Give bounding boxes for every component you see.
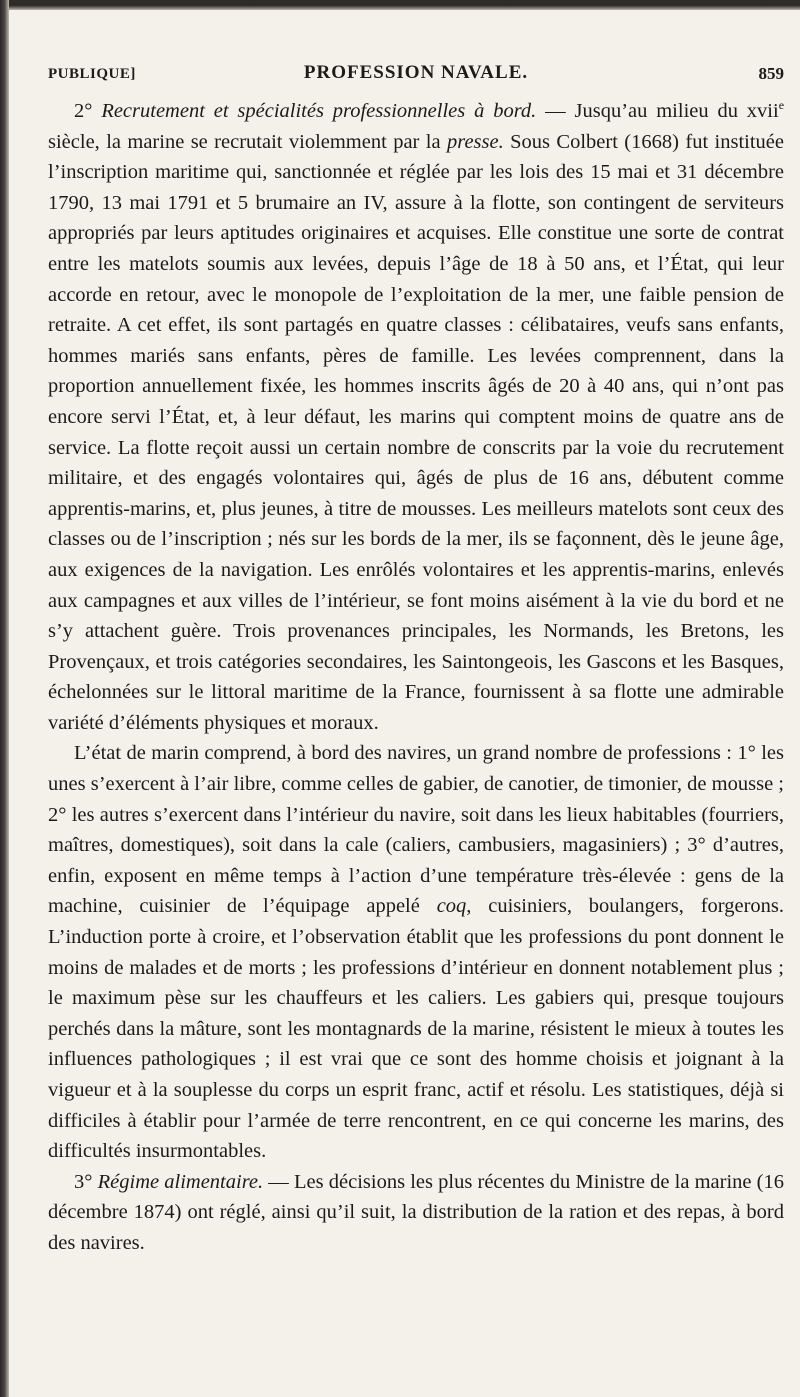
section-heading: Régime alimentaire. xyxy=(97,1170,264,1193)
superscript: e xyxy=(778,98,785,113)
paragraph-section-2 xyxy=(48,96,784,738)
running-head xyxy=(48,62,784,90)
paragraph-section-3 xyxy=(48,1167,784,1259)
paragraph-text: siècle, la marine se recrutait violemment par la xyxy=(48,130,447,153)
page-number: 859 xyxy=(758,64,784,83)
italic-term: coq xyxy=(436,895,467,918)
paragraph-text: L’état de marin comprend, à bord des navires, un grand nombre de professions : 1° les unes s’exercent à l’air libre, comme celles de gabier, de canotier, de timonier, de mousse ; 2° les autres s’exercent dans l’intérieur du navire, soit dans les lieux habitables (fourriers, maîtres, domestiques), soit dans la cale (caliers, cambusiers, magasiniers) ; 3° d’autres, enfin, exposent en même temps à l’action d’une température très-élevée : gens de la machine, cuisinier de l’équipage appelé xyxy=(48,742,784,918)
section-heading: Recrutement et spécialités professionnelles à bord. xyxy=(101,100,537,122)
paragraph-text: , cuisiniers, boulangers, forgerons. L’induction porte à croire, et l’observation établit que les professions du pont donnent le moins de malades et de morts ; les professions d’intérieur en donnent notablement plus ; le maximum pèse sur les chauffeurs et les caliers. Les gabiers qui, presque toujours perchés dans la mâture, sont les montagnards de la marine, résistent le mieux à toutes les influences pathologiques ; il est vrai que ce sont des homme choisis et joignant à la vigueur et à la souplesse du corps un esprit franc, actif et résolu. Les statistiques, déjà si difficiles à établir pour l’armée de terre rencontrent, en ce qui concerne les marins, des difficultés insurmontables. xyxy=(48,895,784,1163)
paragraph-text: Les décisions les plus récentes du Ministre de la marine (16 décembre 1874) ont réglé, ainsi qu’il suit, la distribution de la ration et des repas, à bord des navires. xyxy=(48,1170,784,1254)
italic-term: presse. xyxy=(446,130,504,153)
body-text xyxy=(48,96,784,1259)
running-head-left: PUBLIQUE] xyxy=(48,66,136,82)
section-number: 2° xyxy=(74,100,93,122)
top-rule xyxy=(9,0,800,10)
paragraph-text: Jusqu’au milieu du xvii xyxy=(574,100,779,122)
section-number: 3° xyxy=(74,1170,93,1193)
heading-separator: — xyxy=(263,1170,294,1193)
heading-separator: — xyxy=(536,100,575,122)
paragraph-text: Sous Colbert (1668) fut instituée l’inscription maritime qui, sanctionnée et réglée par les lois des 15 mai et 31 décembre 1790, 13 mai 1791 et 5 brumaire an IV, assure à la flotte, son contingent de serviteurs appropriés par leurs aptitudes originaires et acquises. Elle constitue une sorte de contrat entre les matelots soumis aux levées, depuis l’âge de 18 à 50 ans, et l’État, qui leur accorde en retour, avec le monopole de l’exploitation de la mer, une faible pension de retraite. A cet effet, ils sont partagés en quatre classes : célibataires, veufs sans enfants, hommes mariés sans enfants, pères de famille. Les levées comprennent, dans la proportion annuellement fixée, les hommes inscrits âgés de 20 à 40 ans, qui n’ont pas encore servi l’État, et, à leur défaut, les marins qui comptent moins de quatre ans de service. La flotte reçoit aussi un certain nombre de conscrits par la voie du recrutement militaire, et des engagés volontaires qui, âgés de plus de 16 ans, débutent comme apprentis-marins, et, plus jeunes, à titre de mousses. Les meilleurs matelots sont ceux des classes ou de l’inscription ; nés sur les bords de la mer, ils se façonnent, dès le jeune âge, aux exigences de la navigation. Les enrôlés volontaires et les apprentis-marins, enlevés aux campagnes et aux villes de l’intérieur, se font moins aisément à la vie du bord et ne s’y attachent guère. Trois provenances principales, les Normands, les Bretons, les Provençaux, et trois catégories secondaires, les Saintongeois, les Gascons et les Basques, échelonnées sur le littoral maritime de la France, fournissent à sa flotte une admirable variété d’éléments physiques et moraux. xyxy=(48,130,784,734)
binding-edge xyxy=(0,0,9,1397)
running-head-title: PROFESSION NAVALE. xyxy=(303,62,529,83)
page xyxy=(48,62,784,1259)
paragraph-professions xyxy=(48,738,784,1166)
